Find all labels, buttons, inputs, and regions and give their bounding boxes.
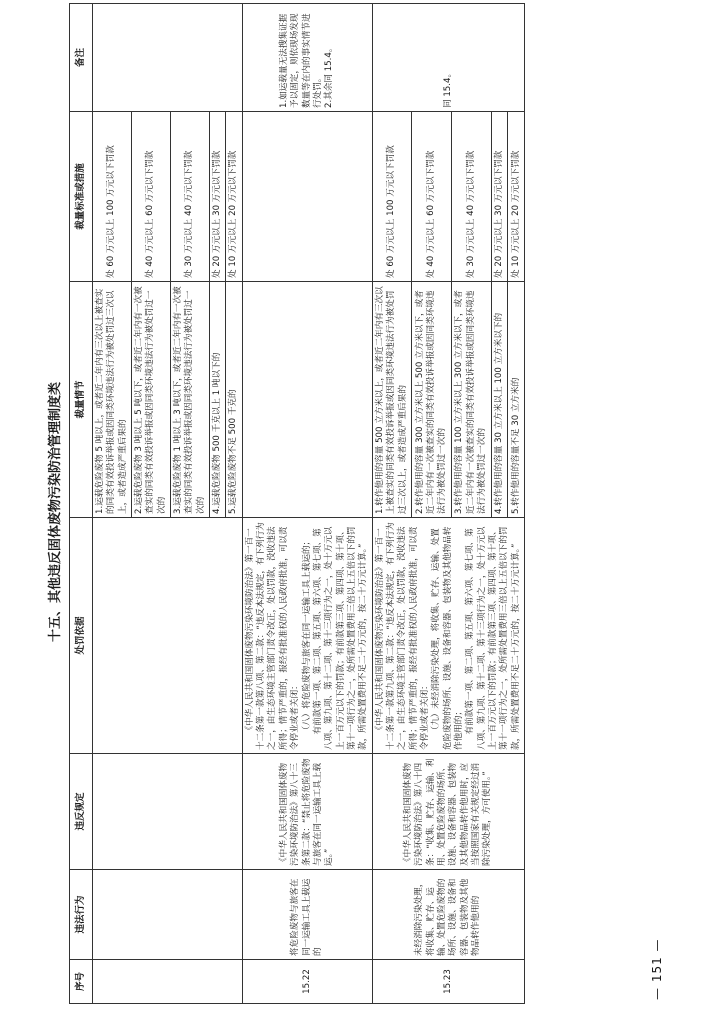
row-remark: [93, 4, 243, 112]
table-row: [242, 4, 372, 1004]
header-behavior: 违法行为: [70, 870, 93, 960]
measure-circumstance: 5.运载危险废物不足 500 千克的: [226, 282, 242, 518]
measure-circumstance: 3.运载危险废物 1 吨以上 3 吨以下，或者近二年内有一次被查实的同类有效投诉举报或因同类环境违法行为被处罚过一次的: [171, 282, 210, 518]
row-remark: 同 15.4。: [372, 4, 524, 112]
row-seq: 15.22: [242, 960, 372, 1004]
row-penalty-basis: [93, 518, 243, 754]
measure-circumstance: 4.转作他用的容量 30 立方米以上 100 立方米以下的: [491, 282, 508, 518]
header-circumstance: 裁量情节: [70, 282, 93, 518]
measure-standard: 处 40 万元以上 60 万元以下罚款: [412, 112, 452, 282]
measure-standard: 处 30 万元以上 40 万元以下罚款: [171, 112, 210, 282]
header-seq: 序号: [70, 960, 93, 1004]
measure-standard: [242, 112, 372, 282]
row-penalty-basis: [242, 518, 372, 754]
measure-circumstance: 3.转作他用的容量 100 立方米以上 300 立方米以下，或者近二年内有一次被查实的同类有效投诉举报或因同类环境违法行为被处罚过一次的: [452, 282, 492, 518]
row-behavior: 将危险废物与旅客在同一运输工具上载运的: [242, 870, 372, 960]
measure-standard: 处 30 万元以上 40 万元以下罚款: [452, 112, 492, 282]
measure-standard: 处 20 万元以上 30 万元以下罚款: [491, 112, 508, 282]
row-provision: [93, 754, 243, 870]
basis-paragraph: （八）将危险废物与旅客在同一运输工具上载运的；: [301, 536, 312, 735]
basis-paragraph: 有前款第一项、第二项、第五项、第六项、第七项、第八项、第九项、第十二项、第十三项行为之一，处十万元以上一百万元以下的罚款；有前款第三项、第四项、第十项、第十一项行为之一，处所需处置费用三倍以上五倍以下的罚款，所需处置费用不足二十万元的，按二十万元计算。”: [465, 526, 521, 750]
basis-paragraph: 《中华人民共和国固体废物污染环境防治法》第一百一十二条第一款第八项、第二款：“违反本法规定，有下列行为之一，由生态环境主管部门责令改正，处以罚款，没收违法所得；情节严重的，报经有批准权的人民政府批准，可以责令停业或者关闭：: [244, 522, 301, 750]
basis-paragraph: （九）未经消除污染处理，将收集、贮存、运输、处置危险废物的场所、设施、设备和容器、包装物及其他物品转作他用的；: [431, 526, 464, 750]
measure-standard: 处 60 万元以上 100 万元以下罚款: [372, 112, 412, 282]
measure-circumstance: [242, 282, 372, 518]
table-body: [93, 4, 525, 1004]
measure-circumstance: 5.转作他用的容量不足 30 立方米的: [508, 282, 525, 518]
measure-standard: 处 40 万元以上 60 万元以下罚款: [132, 112, 171, 282]
page-number: — 151 —: [650, 938, 664, 1000]
penalty-table: [69, 3, 525, 1004]
basis-paragraph: 有前款第一项、第二项、第五项、第六项、第七项、第八项、第九项、第十二项、第十三项行为之一，处十万元以上一百万元以下的罚款；有前款第三项、第四项、第十项、第十一项行为之一，处所需处置费用三倍以上五倍以下的罚款，所需处置费用不足二十万元的，按二十万元计算。”: [312, 526, 369, 750]
row-provision: 《中华人民共和国固体废物污染环境防治法》第八十四条：“收集、贮存、运输、利用、处置危险废物的场所、设施、设备和容器、包装物及其他物品转作他用时，应当按照国家有关规定经过消除污染处理，方可使用。”: [372, 754, 524, 870]
measure-standard: 处 20 万元以上 30 万元以下罚款: [210, 112, 226, 282]
row-remark: 1.如运载量无法搜集证据予以固定，则依现场发现数量等在内的事实情节进行处罚。 2.其余同 15.4。: [242, 4, 372, 112]
measure-standard: 处 10 万元以上 20 万元以下罚款: [508, 112, 525, 282]
row-seq: 15.23: [372, 960, 524, 1004]
table-row: [93, 4, 132, 1004]
row-provision: 《中华人民共和国固体废物污染环境防治法》第八十三条第二款：“禁止将危险废物与旅客在同一运输工具上载运。”: [242, 754, 372, 870]
row-seq: [93, 960, 243, 1004]
measure-circumstance: 1.运载危险废物 5 吨以上，或者近二年内有三次以上被查实的同类有效投诉举报或因同类环境违法行为被处罚过三次以上，或者造成严重后果的: [93, 282, 132, 518]
row-penalty-basis: [372, 518, 524, 754]
measure-standard: 处 60 万元以上 100 万元以下罚款: [93, 112, 132, 282]
measure-circumstance: 1.转作他用的容量 500 立方米以上，或者近二年内有三次以上被查实的同类有效投诉举报或因同类环境违法行为被处罚过三次以上，或者造成严重后果的: [372, 282, 412, 518]
header-standard: 裁量标准或措施: [70, 112, 93, 282]
header-row: [70, 4, 93, 1004]
table-row: [372, 4, 412, 1004]
measure-circumstance: 4.运载危险废物 500 千克以上 1 吨以下的: [210, 282, 226, 518]
measure-circumstance: 2.运载危险废物 3 吨以上 5 吨以下，或者近二年内有一次被查实的同类有效投诉举报或因同类环境违法行为被处罚过一次的: [132, 282, 171, 518]
row-behavior: [93, 870, 243, 960]
section-title: 十五、其他违反固体废物污染防治管理制度类: [48, 382, 63, 643]
header-remark: 备注: [70, 4, 93, 112]
header-penalty-basis: 处罚依据: [70, 518, 93, 754]
header-provision: 违反规定: [70, 754, 93, 870]
measure-standard: 处 10 万元以上 20 万元以下罚款: [226, 112, 242, 282]
measure-circumstance: 2.转作他用的容量 300 立方米以上 500 立方米以下，或者近二年内有一次被查实的同类有效投诉举报或因同类环境违法行为被处罚过一次的: [412, 282, 452, 518]
basis-paragraph: 《中华人民共和国固体废物污染环境防治法》第一百一十二条第一款第九项、第二款：“违反本法规定，有下列行为之一，由生态环境主管部门责令改正，处以罚款，没收违法所得；情节严重的，报经有批准权的人民政府批准，可以责令停业或者关闭：: [374, 522, 430, 750]
row-behavior: 未经消除污染处理，将收集、贮存、运输、处置危险废物的场所、设施、设备和容器、包装物及其他物品转作他用的: [372, 870, 524, 960]
